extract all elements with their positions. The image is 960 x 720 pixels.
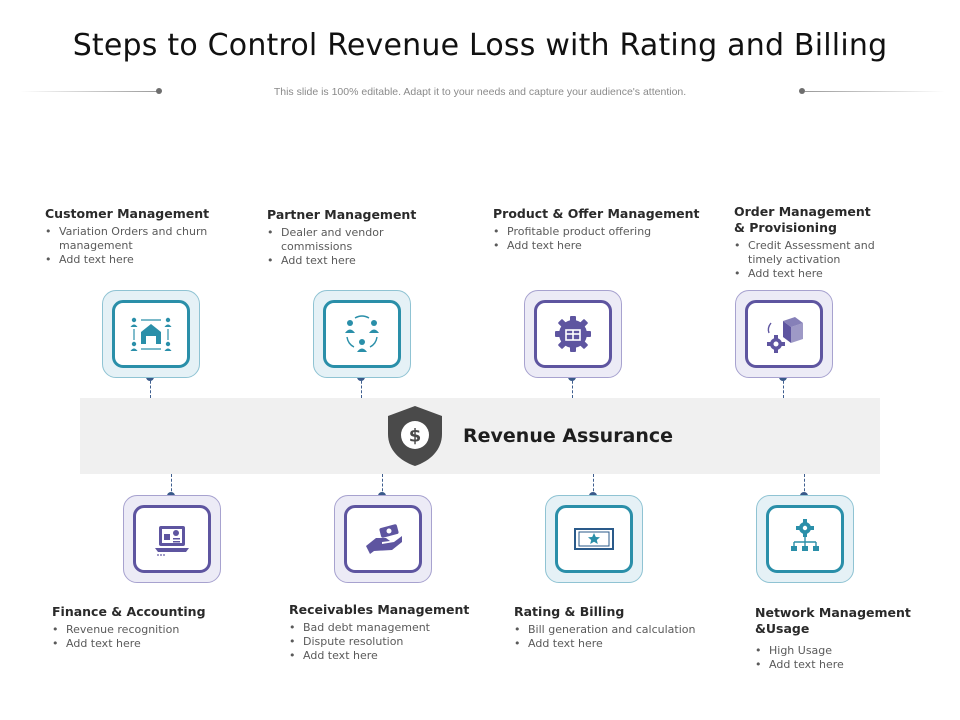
gear-network-icon [782, 516, 828, 562]
step-bullet: • Bill generation and calculation [514, 623, 729, 637]
step-bullet: • Bad debt management [289, 621, 489, 635]
step-title: Finance & Accounting [52, 604, 206, 619]
step-bullet: • Add text here [493, 239, 708, 253]
step-receivables-management [289, 602, 489, 663]
partners-cycle-icon [339, 311, 385, 357]
star-bill-icon [571, 516, 617, 562]
step-customer-management [45, 206, 235, 267]
step-bullet: • Add text here [45, 253, 235, 267]
customer-hub-icon [128, 311, 174, 357]
tile-partner-management [313, 290, 411, 378]
step-finance-accounting [52, 604, 242, 651]
tile-customer-management [102, 290, 200, 378]
step-order-management [734, 204, 884, 281]
laptop-finance-icon [149, 516, 195, 562]
step-rating-billing [514, 604, 729, 651]
svg-text:$: $ [408, 425, 422, 447]
step-bullet: • Add text here [734, 267, 884, 281]
slide-title: Steps to Control Revenue Loss with Rating and Billing [72, 28, 888, 63]
step-title: Partner Management [267, 207, 417, 222]
step-bullet: • Credit Assessment and timely activation [734, 239, 884, 267]
subtitle-divider-right [805, 91, 945, 92]
step-bullet: • High Usage [755, 644, 915, 658]
step-title: Product & Offer Management [493, 206, 700, 221]
tile-receivables-management [334, 495, 432, 583]
slide-subtitle: This slide is 100% editable. Adapt it to your needs and capture your audience's attention. [273, 86, 687, 98]
step-bullet: • Add text here [755, 658, 915, 672]
step-bullet: • Variation Orders and churn management [45, 225, 235, 253]
step-title: Customer Management [45, 206, 210, 221]
tile-order-management [735, 290, 833, 378]
revenue-assurance-label: Revenue Assurance [463, 425, 674, 447]
gear-box-icon [550, 311, 596, 357]
box-gear-icon [761, 311, 807, 357]
step-bullet: • Add text here [289, 649, 489, 663]
step-title: Receivables Management [289, 602, 470, 617]
step-bullet: • Add text here [267, 254, 442, 268]
tile-network-management [756, 495, 854, 583]
step-bullet: • Dispute resolution [289, 635, 489, 649]
step-title: Network Management &Usage [755, 605, 911, 636]
step-bullet: • Add text here [514, 637, 729, 651]
dollar-shield-icon [384, 404, 446, 468]
step-title: Rating & Billing [514, 604, 625, 619]
step-bullet: • Revenue recognition [52, 623, 242, 637]
tile-product-offer-management [524, 290, 622, 378]
step-bullet: • Profitable product offering [493, 225, 708, 239]
tile-finance-accounting [123, 495, 221, 583]
step-partner-management [267, 207, 442, 268]
step-network-management [755, 605, 915, 672]
step-product-offer-management [493, 206, 708, 253]
step-title: Order Management & Provisioning [734, 204, 871, 235]
tile-rating-billing [545, 495, 643, 583]
step-bullet: • Dealer and vendor commissions [267, 226, 442, 254]
step-bullet: • Add text here [52, 637, 242, 651]
hand-money-icon [360, 516, 406, 562]
